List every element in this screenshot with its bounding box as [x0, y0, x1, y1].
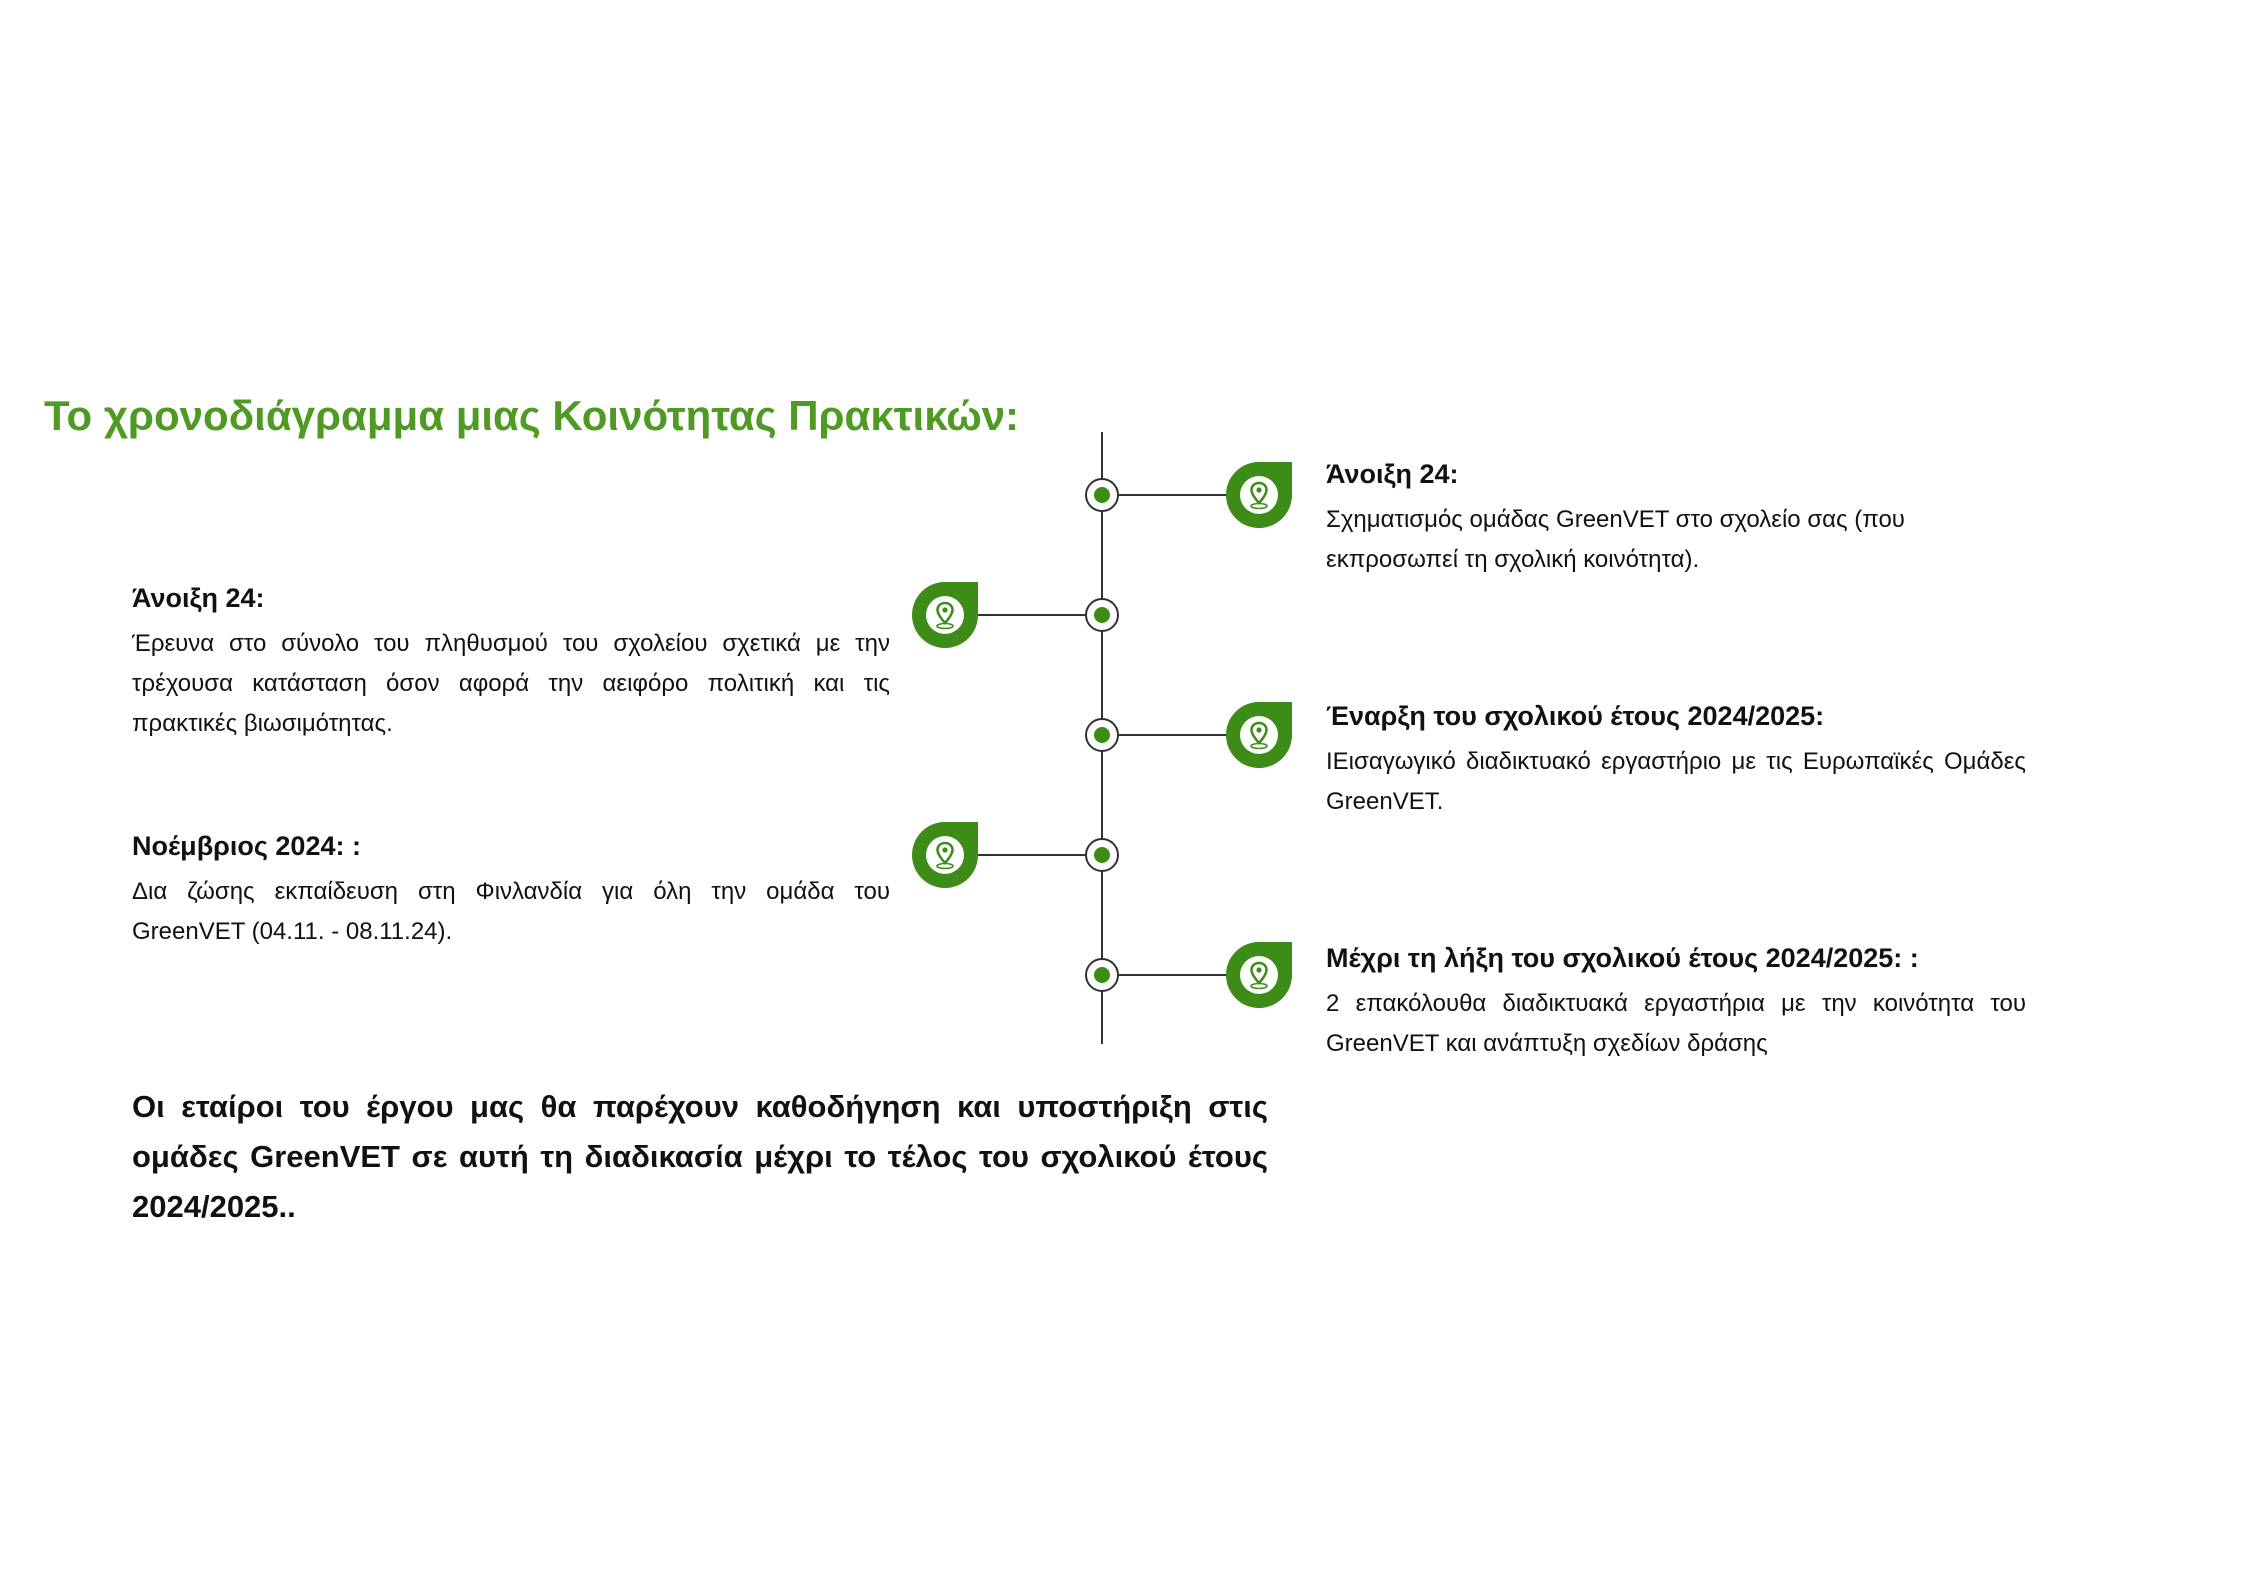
- timeline-node-4: [1085, 838, 1119, 872]
- timeline-connector-1: [1117, 494, 1237, 496]
- timeline-connector-2: [975, 614, 1087, 616]
- timeline-node-5: [1085, 958, 1119, 992]
- closing-statement: Οι εταίροι του έργου μας θα παρέχουν καθοδήγηση και υποστήριξη στις ομάδες GreenVET σε αυτή τη διαδικασία μέχρι το τέλος του σχολικού έτους 2024/2025..: [132, 1089, 1268, 1224]
- timeline-node-2: [1085, 598, 1119, 632]
- timeline-node-3: [1085, 718, 1119, 752]
- location-pin-icon: [1226, 462, 1292, 528]
- timeline-entry-text: Δια ζώσης εκπαίδευση στη Φινλανδία για όλη την ομάδα του GreenVET (04.11. - 08.11.24).: [132, 878, 890, 945]
- timeline-entry-heading: Μέχρι τη λήξη του σχολικού έτους 2024/2025: :: [1326, 943, 1919, 973]
- timeline-entry-heading: Νοέμβριος 2024: :: [132, 831, 361, 861]
- location-pin-icon: [1226, 942, 1292, 1008]
- timeline-entry-heading: Έναρξη του σχολικού έτους 2024/2025:: [1326, 701, 1825, 731]
- timeline-entry-text: Έρευνα στο σύνολο του πληθυσμού του σχολείου σχετικά με την τρέχουσα κατάσταση όσον αφορά την αειφόρο πολιτική και τις πρακτικές βιωσιμότητας.: [132, 630, 890, 737]
- timeline-node-1: [1085, 478, 1119, 512]
- location-pin-icon: [1226, 702, 1292, 768]
- timeline-connector-5: [1117, 974, 1237, 976]
- timeline-entry-text: 2 επακόλουθα διαδικτυακά εργαστήρια με την κοινότητα του GreenVET και ανάπτυξη σχεδίων δράσης: [1326, 990, 2026, 1057]
- page-title: Το χρονοδιάγραμμα μιας Κοινότητας Πρακτικών:: [44, 392, 1020, 439]
- location-pin-icon: [912, 582, 978, 648]
- timeline-entry-5: [1326, 940, 2026, 1064]
- timeline-entry-4: [132, 828, 890, 952]
- timeline-entry-2: [132, 580, 890, 744]
- timeline-entry-heading: Άνοιξη 24:: [132, 583, 265, 613]
- timeline-entry-text: ΙΕισαγωγικό διαδικτυακό εργαστήριο με τις Ευρωπαϊκές Ομάδες GreenVET.: [1326, 748, 2026, 815]
- timeline-entry-1: [1326, 456, 2026, 580]
- location-pin-icon: [912, 822, 978, 888]
- timeline-connector-3: [1117, 734, 1237, 736]
- timeline-entry-heading: Άνοιξη 24:: [1326, 459, 1459, 489]
- timeline-entry-3: [1326, 698, 2026, 822]
- timeline-connector-4: [975, 854, 1087, 856]
- timeline-entry-text: Σχηματισμός ομάδας GreenVET στο σχολείο σας (που εκπροσωπεί τη σχολική κοινότητα).: [1326, 506, 1905, 573]
